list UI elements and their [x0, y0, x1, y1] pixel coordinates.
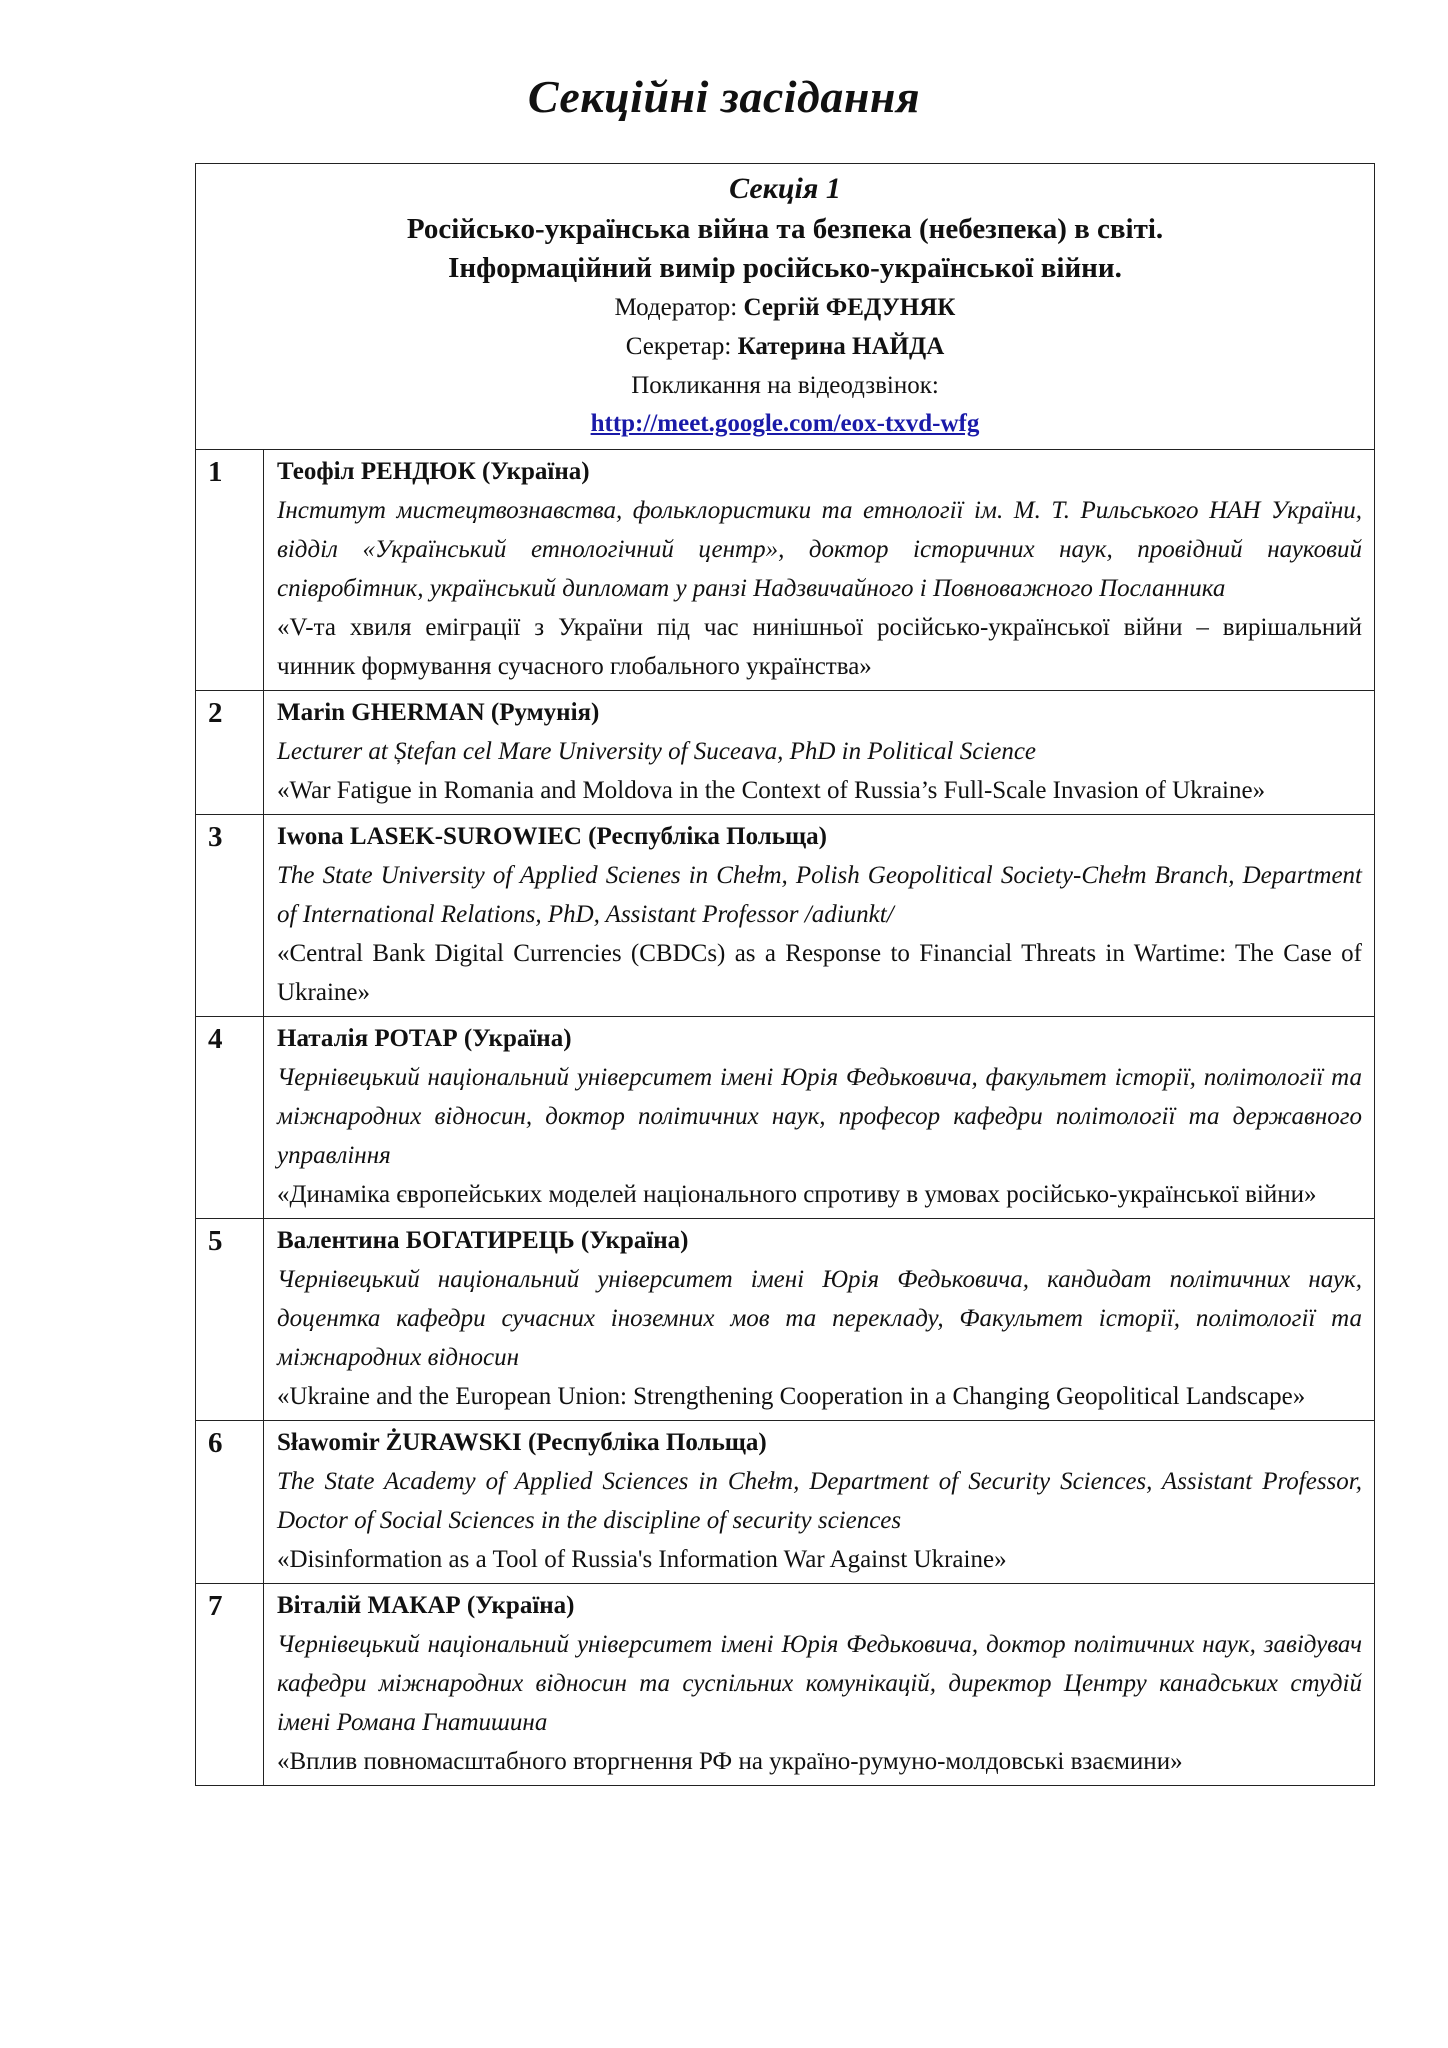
speaker-name: Iwona LASEK-SUROWIEC (Республіка Польща) — [277, 823, 827, 850]
secretary-label: Секретар: — [625, 333, 732, 360]
section-title-line1: Російсько-українська війна та безпека (небезпека) в світі. — [406, 213, 1164, 245]
speaker-number: 3 — [196, 815, 264, 1017]
speaker-name: Теофіл РЕНДЮК (Україна) — [277, 458, 590, 485]
moderator-line — [206, 288, 1364, 327]
talk-title: «Disinformation as a Tool of Russia's Information War Against Ukraine» — [277, 1546, 1007, 1573]
section-header-row — [196, 164, 1375, 450]
speaker-number: 7 — [196, 1584, 264, 1786]
speaker-details — [264, 450, 1375, 691]
talk-title: «Ukraine and the European Union: Strengthening Cooperation in a Changing Geopolitical Landscape» — [277, 1383, 1306, 1410]
speaker-number: 6 — [196, 1421, 264, 1584]
speaker-name: Marin GHERMAN (Румунія) — [277, 699, 600, 726]
speaker-details — [264, 1219, 1375, 1421]
call-label: Покликання на відеодзвінок: — [631, 372, 939, 399]
speaker-affiliation: Lecturer at Ștefan cel Mare University of Suceava, PhD in Political Science — [277, 738, 1037, 765]
speaker-row-5 — [196, 1219, 1375, 1421]
speaker-details — [264, 815, 1375, 1017]
secretary-line — [206, 327, 1364, 366]
talk-title: «V-та хвиля еміграції з України під час нинішньої російсько-української війни – вирішальний чинник формування сучасного глобального українства» — [277, 614, 1362, 680]
speaker-number: 4 — [196, 1017, 264, 1219]
speaker-number: 5 — [196, 1219, 264, 1421]
moderator-label: Модератор: — [614, 294, 738, 321]
speaker-details — [264, 1584, 1375, 1786]
speaker-name: Наталія РОТАР (Україна) — [277, 1025, 572, 1052]
moderator-name: Сергій ФЕДУНЯК — [743, 294, 956, 321]
talk-title: «Central Bank Digital Currencies (CBDCs) as a Response to Financial Threats in Wartime: The Case of Ukraine» — [277, 940, 1362, 1006]
speaker-affiliation: Чернівецький національний університет імені Юрія Федьковича, доктор політичних наук, завідувач кафедри міжнародних відносин та суспільних комунікацій, директор Центру канадських студій імені Романа Гнатишина — [277, 1631, 1362, 1736]
speaker-affiliation: Чернівецький національний університет імені Юрія Федьковича, факультет історії, політології та міжнародних відносин, доктор політичних наук, професор кафедри політології та державного управління — [277, 1064, 1362, 1169]
secretary-name: Катерина НАЙДА — [737, 333, 945, 360]
talk-title: «War Fatigue in Romania and Moldova in the Context of Russia’s Full-Scale Invasion of Ukraine» — [277, 777, 1266, 804]
speaker-number: 1 — [196, 450, 264, 691]
speaker-number: 2 — [196, 691, 264, 815]
speaker-row-4 — [196, 1017, 1375, 1219]
speaker-affiliation: Інститут мистецтвознавства, фольклористики та етнології ім. М. Т. Рильського НАН України, відділ «Український етнологічний центр», доктор історичних наук, провідний науковий співробітник, український дипломат у ранзі Надзвичайного і Повноважного Посланника — [277, 497, 1362, 602]
page-title: Секційні засідання — [527, 71, 921, 122]
section-table — [195, 163, 1375, 1786]
speaker-details — [264, 691, 1375, 815]
speaker-row-6 — [196, 1421, 1375, 1584]
speaker-details — [264, 1421, 1375, 1584]
speaker-affiliation: The State University of Applied Scienes in Chełm, Polish Geopolitical Society-Chełm Branch, Department of International Relations, PhD, Assistant Professor /adiunkt/ — [277, 862, 1362, 928]
talk-title: «Вплив повномасштабного вторгнення РФ на україно-румуно-молдовські взаємини» — [277, 1748, 1183, 1775]
speaker-row-7 — [196, 1584, 1375, 1786]
speaker-row-1 — [196, 450, 1375, 691]
speaker-row-2 — [196, 691, 1375, 815]
speaker-details — [264, 1017, 1375, 1219]
speaker-name: Sławomir ŻURAWSKI (Республіка Польща) — [277, 1429, 767, 1456]
speaker-affiliation: The State Academy of Applied Sciences in Chełm, Department of Security Sciences, Assistant Professor, Doctor of Social Sciences in the discipline of security sciences — [277, 1468, 1362, 1534]
talk-title: «Динаміка європейських моделей національного спротиву в умовах російсько-української війни» — [277, 1181, 1317, 1208]
section-header — [196, 164, 1375, 450]
speaker-row-3 — [196, 815, 1375, 1017]
meet-link[interactable]: http://meet.google.com/eox-txvd-wfg — [590, 410, 980, 437]
speaker-name: Валентина БОГАТИРЕЦЬ (Україна) — [277, 1227, 689, 1254]
section-number: Секція 1 — [729, 172, 841, 205]
section-title-line2: Інформаційний вимір російсько-української війни. — [448, 252, 1122, 284]
speaker-affiliation: Чернівецький національний університет імені Юрія Федьковича, кандидат політичних наук, доцентка кафедри сучасних іноземних мов та перекладу, Факультет історії, політології та міжнародних відносин — [277, 1266, 1362, 1371]
speaker-name: Віталій МАКАР (Україна) — [277, 1592, 575, 1619]
